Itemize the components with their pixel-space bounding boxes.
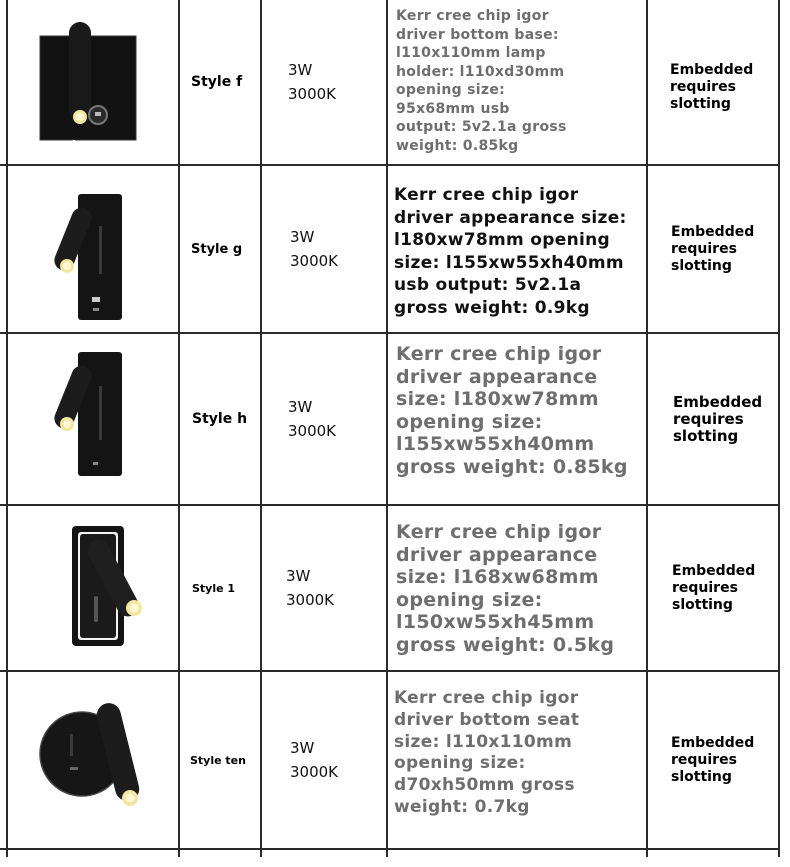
style-label: Style ten [190,753,246,767]
table-row [0,672,780,848]
wattage: 3W [286,567,311,585]
color-temperature: 3000K [286,591,335,609]
table-row [0,506,780,670]
wattage: 3W [290,228,315,246]
color-temperature: 3000K [290,252,339,270]
power-cell [262,334,385,504]
round-wall-spotlight-icon [10,672,175,848]
square-wall-spotlight-usb-icon [10,0,175,164]
power-cell [262,506,385,670]
description-text: Kerr cree chip igor driver bottom base: l110x110mm lamp holder: l110xd30mm opening size: 95x68mm usb output: 5v2.1a gross weight: 0.85kg [396,8,567,154]
color-temperature: 3000K [288,85,337,103]
style-cell [180,506,260,670]
power-cell [262,672,385,848]
style-label: Style 1 [192,581,236,595]
description-cell [388,672,646,848]
product-image [10,506,175,670]
description-text: Kerr cree chip igor driver appearance size: l180xw78mm opening size: l155xw55xh40mm usb output: 5v2.1a gross weight: 0.9kg [394,185,627,318]
rect-wall-spotlight-icon [10,334,175,504]
style-label: Style h [192,411,248,427]
product-image [10,672,175,848]
mounting-cell [648,0,780,164]
mounting-text: Embedded requires slotting [671,223,755,274]
mounting-text: Embedded requires slotting [671,734,755,785]
style-cell [180,672,260,848]
wattage: 3W [288,398,313,416]
description-cell [388,0,646,164]
style-label: Style f [191,74,243,90]
rect-wall-spotlight-usb-icon [10,166,175,332]
wattage: 3W [290,739,315,757]
description-text: Kerr cree chip igor driver appearance size: l168xw68mm opening size: l150xw55xh45mm gross weight: 0.5kg [396,521,615,656]
grid-line [0,848,780,850]
recessed-wall-spotlight-icon [10,506,175,670]
mounting-text: Embedded requires slotting [670,61,754,112]
power-cell [262,166,385,332]
color-temperature: 3000K [288,422,337,440]
product-image [10,166,175,332]
description-text: Kerr cree chip igor driver appearance size: l180xw78mm opening size: l155xw55xh40mm gross weight: 0.85kg [396,343,628,478]
power-cell [262,0,385,164]
product-image [10,0,175,164]
description-cell [388,506,646,670]
table-row [0,166,780,332]
table-row [0,0,780,164]
mounting-text: Embedded requires slotting [673,392,763,445]
product-image [10,334,175,504]
style-cell [180,0,260,164]
description-cell [388,334,646,504]
mounting-cell [648,166,780,332]
table-row [0,334,780,504]
style-cell [180,334,260,504]
mounting-cell [648,334,780,504]
mounting-text: Embedded requires slotting [672,562,756,613]
description-text: Kerr cree chip igor driver bottom seat size: l110x110mm opening size: d70xh50mm gross weight: 0.7kg [394,688,580,817]
style-label: Style g [191,241,243,257]
wattage: 3W [288,61,313,79]
color-temperature: 3000K [290,763,339,781]
description-cell [388,166,646,332]
mounting-cell [648,506,780,670]
style-cell [180,166,260,332]
mounting-cell [648,672,780,848]
